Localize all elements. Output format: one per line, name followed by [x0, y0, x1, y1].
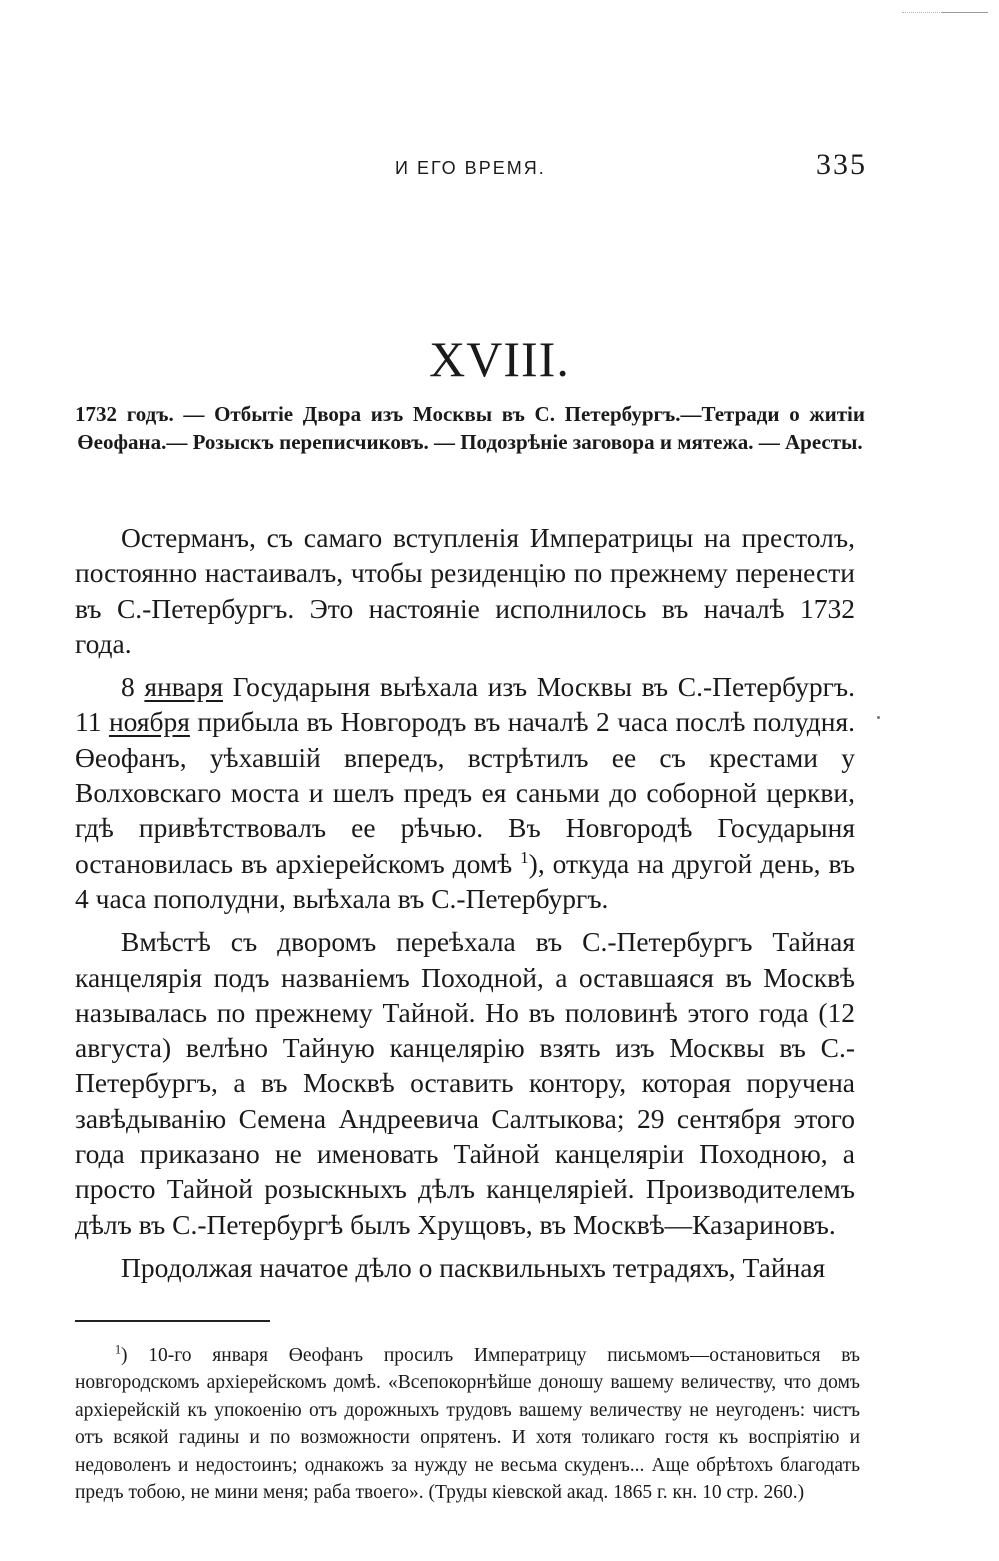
footnote-marker: 1: [115, 1342, 122, 1357]
scan-corner-rule: [902, 12, 988, 13]
paragraph-2-part-b: Государыня выѣхала изъ Москвы въ С.-Петербургъ. 11: [75, 671, 856, 738]
paragraph-4: Продолжая начатое дѣло о пасквильныхъ тетрадяхъ, Тайная: [121, 1251, 826, 1283]
footnote-divider: [75, 1320, 270, 1322]
paragraph-2-part-d: ), откуда на другой день, въ 4 часа пополудни, выѣхала въ С.-Петербургъ.: [75, 847, 855, 914]
paragraph-2: [75, 669, 855, 916]
paragraph-2-part-c: прибыла въ Новгородъ въ началѣ 2 часа послѣ полудня. Өеофанъ, уѣхавшій впередъ, встрѣтилъ ее съ крестами у Волховскаго моста и шелъ предъ ея саньми до соборной церкви, гдѣ привѣтствовалъ ее рѣчью. Въ Новгородѣ Государыня остановилась въ архіерейскомъ домѣ: [75, 706, 855, 879]
running-head: [75, 148, 867, 188]
paragraph-3: Вмѣстѣ съ дворомъ переѣхала въ С.-Петербургъ Тайная канцелярія подъ названіемъ Походной, а оставшаяся въ Москвѣ называлась по прежнему Тайной. Но въ половинѣ этого года (12 августа) велѣно Тайную канцелярію взять изъ Москвы въ С.-Петербургъ, а въ Москвѣ оставить контору, которая поручена завѣдыванію Семена Андреевича Салтыкова; 29 сентября этого года приказано не именовать Тайной канцеляріи Походною, а просто Тайной розыскныхъ дѣлъ канцеляріей. Производителемъ дѣлъ въ С.-Петербургѣ былъ Хрущовъ, въ Москвѣ—Казариновъ.: [75, 926, 855, 1240]
footnote: [75, 1342, 860, 1506]
footnote-reference[interactable]: 1: [520, 847, 529, 867]
body-text: [75, 520, 855, 1293]
running-title: И ЕГО ВРЕМЯ.: [395, 158, 546, 178]
page-number: 335: [816, 148, 867, 181]
underlined-word-january: января: [144, 671, 224, 703]
footnote-paragraph: [75, 1342, 860, 1506]
underlined-word-november: ноября: [108, 706, 190, 738]
margin-mark: [877, 716, 880, 719]
chapter-summary: 1732 годъ. — Отбытіе Двора изъ Москвы въ С. Петербургъ.—Тетради о житіи Өеофана.— Розыскъ переписчиковъ. — Подозрѣніе заговора и мятежа. — Аресты.: [75, 402, 865, 454]
footnote-text: ) 10-го января Өеофанъ просилъ Императрицу письмомъ—остановиться въ новгородскомъ архіерейскомъ домѣ. «Всепокорнѣйше доношу вашему величеству, что домъ архіерейскій къ упокоенію отъ дорожныхъ трудовъ вашему величеству не неугоденъ: чистъ отъ всякой гадины и по возможности опрятенъ. И хотя толикаго гостя къ воспріятію и недоволенъ и недостоинъ; однакожъ за нужду не весьма скуденъ... Аще обрѣтохъ благодать предъ тобою, не мини меня; раба твоего». (Труды кіевской акад. 1865 г. кн. 10 стр. 260.): [75, 1345, 860, 1504]
chapter-number: XVIII.: [429, 331, 570, 387]
paragraph-1: Остерманъ, съ самаго вступленія Императрицы на престолъ, постоянно настаивалъ, чтобы резиденцію по прежнему перенести въ С.-Петербургъ. Это настояніе исполнилось въ началѣ 1732 года.: [75, 522, 855, 659]
paragraph-2-part-a: 8: [121, 671, 145, 703]
